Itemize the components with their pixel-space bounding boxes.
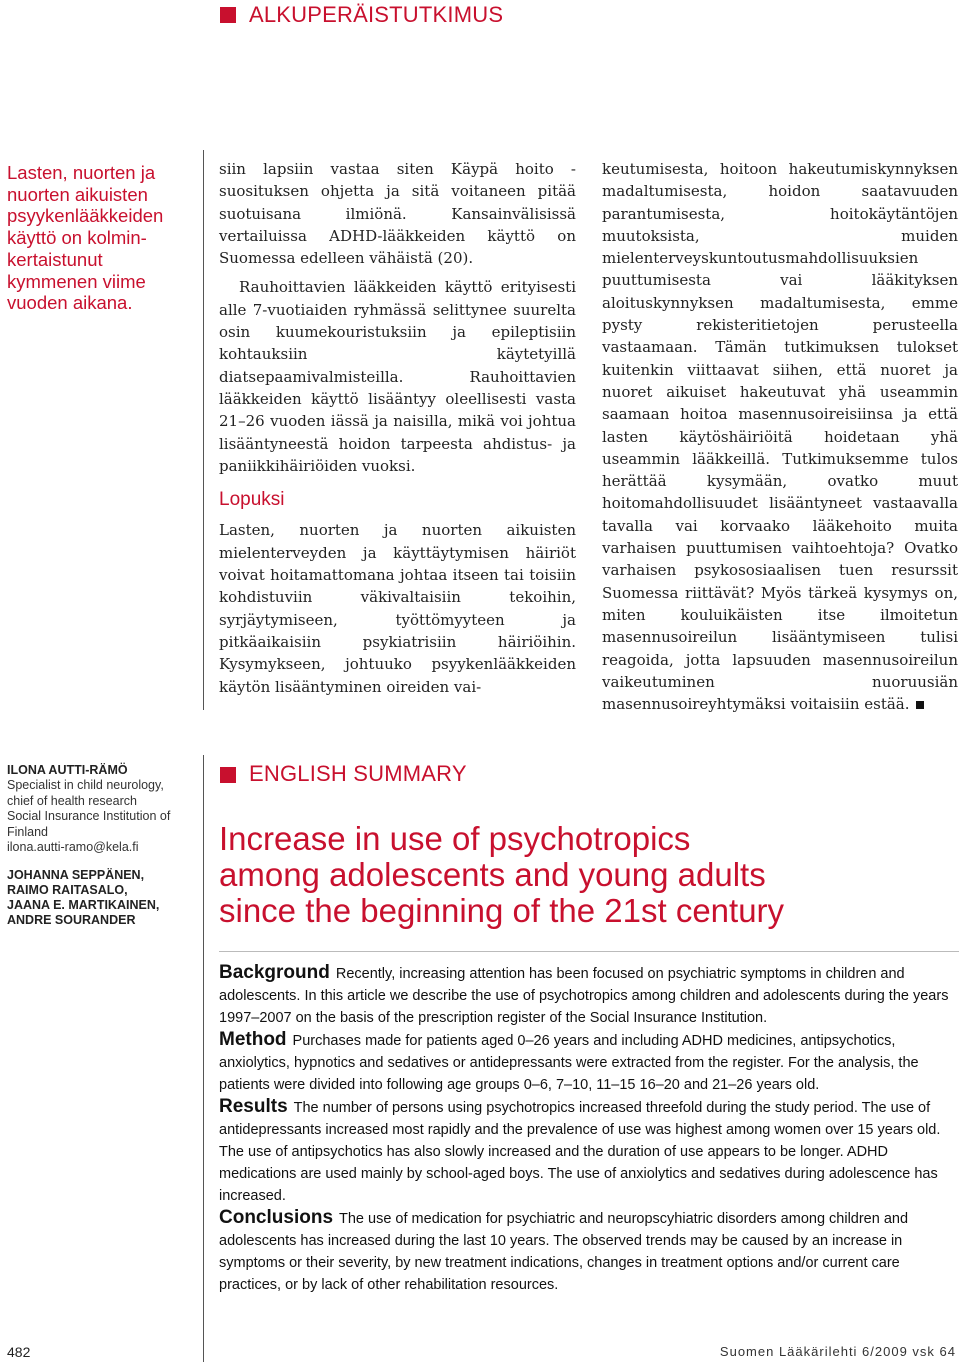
summary-section-method	[219, 1029, 955, 1096]
author-info-line: Specialist in child neurology,	[7, 778, 164, 792]
english-summary-label: ENGLISH SUMMARY	[249, 761, 467, 786]
summary-section-results	[219, 1096, 955, 1207]
paragraph: Rauhoittavien lääkkeiden käyttö erityisesti alle 7-vuotiaiden ryhmässä selittynee suurelta osin kuumekouristuksiin ja epileptisiin kohtauksiin käytetyillä diatsepaamivalmisteilla. Rauhoittavien lääkkeiden käyttö lisääntyy oleellisesti vasta 21–26 vuoden iässä ja naisilla, mikä voi johtua lisääntyneestä hoidon tarpeesta ahdistus- ja paniikkihäiriöiden vuoksi.	[219, 278, 576, 475]
english-title-line: Increase in use of psychotropics	[219, 820, 691, 857]
english-title-line: among adolescents and young adults	[219, 856, 766, 893]
journal-footer: Suomen Lääkärilehti 6/2009 vsk 64	[719, 1344, 956, 1359]
summary-label: Method	[219, 1029, 287, 1050]
summary-label: Conclusions	[219, 1207, 334, 1228]
header-marker-square	[220, 7, 236, 23]
author-name: ILONA AUTTI-RÄMÖ	[7, 763, 128, 777]
coauthor-name: JOHANNA SEPPÄNEN,	[7, 867, 145, 882]
author-block	[7, 763, 187, 928]
section-label: ALKUPERÄISTUTKIMUS	[249, 2, 504, 27]
summary-text: The number of persons using psychotropics increased threefold during the study period. The use of antidepressants increased most rapidly and the prevalence of use was highest among women over 15 years old. The use of antipsychotics has also slowly increased and the duration of use appears to be longer. ADHD medications are used mainly by school-aged boys. The use of anxiolytics and sedatives during adolescence has increased.	[219, 1100, 941, 1204]
coauthor-name: ANDRE SOURANDER	[7, 912, 136, 927]
english-summary-body	[219, 962, 955, 1296]
coauthor-name: JAANA E. MARTIKAINEN,	[7, 897, 160, 912]
summary-divider	[219, 951, 959, 952]
vertical-divider-lower	[203, 755, 204, 1362]
paragraph	[602, 158, 958, 715]
page-number: 482	[7, 1344, 31, 1360]
author-info-line: Finland	[7, 824, 48, 839]
pull-quote: Lasten, nuorten ja nuorten aikuisten psyykenlääkkeiden käyttö on kolmin-kertaistunut kymmenen viime vuoden aikana.	[7, 162, 164, 314]
article-column-1	[219, 158, 576, 698]
paragraph: siin lapsiin vastaa siten Käypä hoito -suosituksen ohjetta ja sitä voitaneen pitää suotuisana ilmiönä. Kansainvälisissä vertailuissa ADHD-lääkkeiden käyttö on Suomessa edelleen vähäistä (20).	[219, 160, 576, 268]
summary-label: Background	[219, 962, 330, 983]
summary-text: Recently, increasing attention has been focused on psychiatric symptoms in children and adolescents. In this article we describe the use of psychotropics among children and adolescents during the years 1997–2007 on the basis of the prescription register of the Social Insurance Institution.	[219, 966, 949, 1026]
english-title	[219, 821, 959, 929]
section-heading: Lopuksi	[219, 489, 285, 511]
author-info-line: Social Insurance Institution of	[7, 809, 171, 823]
article-column-2	[602, 158, 958, 715]
english-summary-marker-square	[220, 767, 236, 783]
author-email: ilona.autti-ramo@kela.fi	[7, 840, 139, 854]
summary-section-background	[219, 962, 955, 1029]
author-info-line: chief of health research	[7, 793, 137, 808]
coauthor-name: RAIMO RAITASALO,	[7, 882, 128, 897]
summary-label: Results	[219, 1096, 288, 1117]
vertical-divider	[203, 150, 204, 710]
paragraph: Lasten, nuorten ja nuorten aikuisten mielenterveyden ja käyttäytymisen häiriöt voivat hoitamattomana johtaa itseen tai toisiin kohdistuviin väkivaltaisiin tekoihin, syrjäytymiseen, työttömyyteen ja pitkäaikaisiin psykiatrisiin häiriöihin. Kysymykseen, johtuuko psyykenlääkkeiden käytön lisääntyminen oireiden vai-	[219, 521, 576, 696]
paragraph-text: keutumisesta, hoitoon hakeutumiskynnyksen madaltumisesta, hoidon saatavuuden parantumisesta, hoitokäytäntöjen muutoksista, muiden mielenterveyskuntoutusmahdollisuuksien puuttumisesta vai lääkityksen aloituskynnyksen madaltumisesta, emme pysty rekisteritietojen perusteella vastaamaan. Tämän tutkimuksen tulokset kuitenkin viittaavat siihen, että nuoret ja nuoret aikuiset hakeutuvat yhä useammin saamaan hoitoa masennusoireisiinsa ja että lasten käytöshäiriöitä hoidetaan yhä useammin lääkkeillä. Tutkimuksemme tulos herättää kysymään, ovatko muut hoitomahdollisuudet lisääntyneet vastaavalla tavalla vai korvaako lääkehoito muita varhaisen puuttumisen vaihtoehtoja? Ovatko varhaisen psykososiaalisen tuen resurssit Suomessa riittävät? Myös tärkeä kysymys on, miten kouluikäisten itse ilmoitetun masennusoireilun lisääntymiseen tulisi reagoida, jotta lapsuuden masennusoireilun vaikeutuminen nuoruusiän masennusoireyhtymäksi voitaisiin estää.	[602, 160, 958, 714]
summary-text: Purchases made for patients aged 0–26 years and including ADHD medicines, antipsychotics, anxiolytics, hypnotics and sedatives or antidepressants were extracted from the register. For the analysis, the patients were divided into following age groups 0–6, 7–10, 11–15 16–20 and 21–26 years old.	[219, 1033, 919, 1093]
english-title-line: since the beginning of the 21st century	[219, 892, 785, 929]
summary-section-conclusions	[219, 1207, 955, 1296]
summary-text: The use of medication for psychiatric and neuropscyhiatric disorders among children and adolescents has increased during the last 10 years. The observed trends may be caused by an increase in symptoms or their severity, by new treatment indications, changes in treatment options and/or current care practices, or by lack of other rehabilitation resources.	[219, 1211, 909, 1293]
end-of-article-marker	[916, 701, 924, 709]
